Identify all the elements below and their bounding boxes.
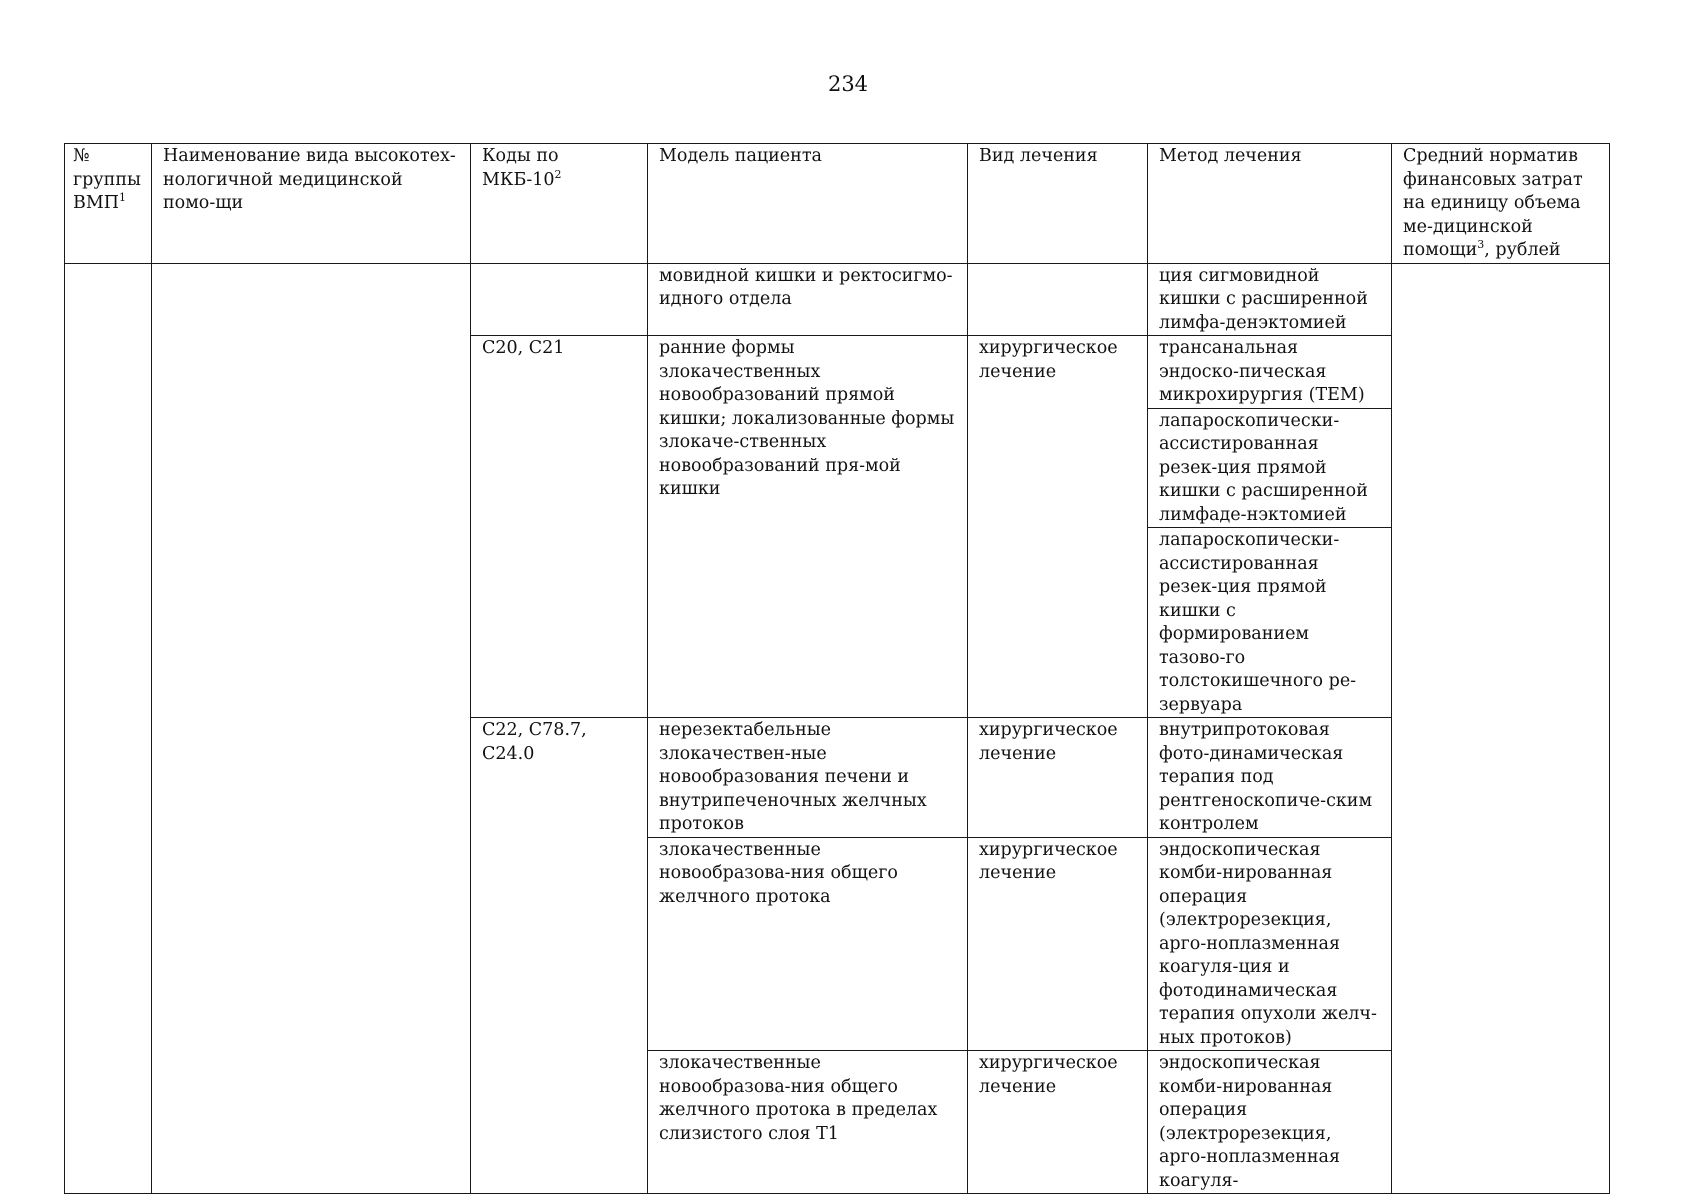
patient-model-cell: злокачественные новообразова-ния общего желчного протока в пределах слизистого слоя T1 xyxy=(648,1051,968,1194)
header-icd-codes: Коды по МКБ-$10^2$ xyxy=(471,144,648,264)
treatment-method-cell: эндоскопическая комби-нированная операция (электрорезекция, арго-ноплазменная коагуля- xyxy=(1148,1051,1392,1194)
treatment-type-cell: хирургическое лечение xyxy=(968,718,1148,838)
group-number-cell xyxy=(65,263,152,1194)
patient-model-cell: ранние формы злокачественных новообразований прямой кишки; локализованные формы злокаче-ственных новообразований пря-мой кишки xyxy=(648,336,968,718)
icd-codes-cell: C20, C21 xyxy=(471,336,648,718)
icd-codes-cell xyxy=(471,263,648,336)
header-treatment-method: Метод лечения xyxy=(1148,144,1392,264)
treatment-type-cell xyxy=(968,263,1148,336)
treatment-method-cell: внутрипротоковая фото-динамическая терапия под рентгеноскопиче-ским контролем xyxy=(1148,718,1392,838)
treatment-type-cell: хирургическое лечение xyxy=(968,336,1148,718)
header-group-number: № группы ВМП$^1$ xyxy=(65,144,152,264)
header-patient-model: Модель пациента xyxy=(648,144,968,264)
header-treatment-type: Вид лечения xyxy=(968,144,1148,264)
page-number: 234 xyxy=(827,72,869,96)
cost-standard-cell xyxy=(1392,263,1610,1194)
care-type-cell xyxy=(152,263,471,1194)
header-cost-standard: Средний норматив финансовых затрат на единицу объема ме-дицинской помощи$^3$, рублей xyxy=(1392,144,1610,264)
vmp-table xyxy=(64,143,1610,1194)
treatment-method-cell: лапароскопически-ассистированная резек-ция прямой кишки с расширенной лимфаде-нэктомией xyxy=(1148,408,1392,528)
treatment-method-cell: эндоскопическая комби-нированная операция (электрорезекция, арго-ноплазменная коагуля-ция и фотодинамическая терапия опухоли желч-ных протоков) xyxy=(1148,837,1392,1051)
treatment-type-cell: хирургическое лечение xyxy=(968,837,1148,1051)
treatment-method-cell: ция сигмовидной кишки с расширенной лимфа-денэктомией xyxy=(1148,263,1392,336)
header-care-type: Наименование вида высокотех-нологичной медицинской помо-щи xyxy=(152,144,471,264)
patient-model-cell: нерезектабельные злокачествен-ные новообразования печени и внутрипеченочных желчных протоков xyxy=(648,718,968,838)
icd-codes-cell: C22, C78.7, C24.0 xyxy=(471,718,648,1194)
patient-model-cell: злокачественные новообразова-ния общего желчного протока xyxy=(648,837,968,1051)
patient-model-cell: мовидной кишки и ректосигмо-идного отдела xyxy=(648,263,968,336)
treatment-type-cell: хирургическое лечение xyxy=(968,1051,1148,1194)
treatment-method-cell: трансанальная эндоско-пическая микрохирургия (ТЕМ) xyxy=(1148,336,1392,409)
table-row xyxy=(65,263,1610,336)
treatment-method-cell: лапароскопически-ассистированная резек-ция прямой кишки с формированием тазово-го толстокишечного ре-зервуара xyxy=(1148,528,1392,718)
header-row xyxy=(65,144,1610,264)
